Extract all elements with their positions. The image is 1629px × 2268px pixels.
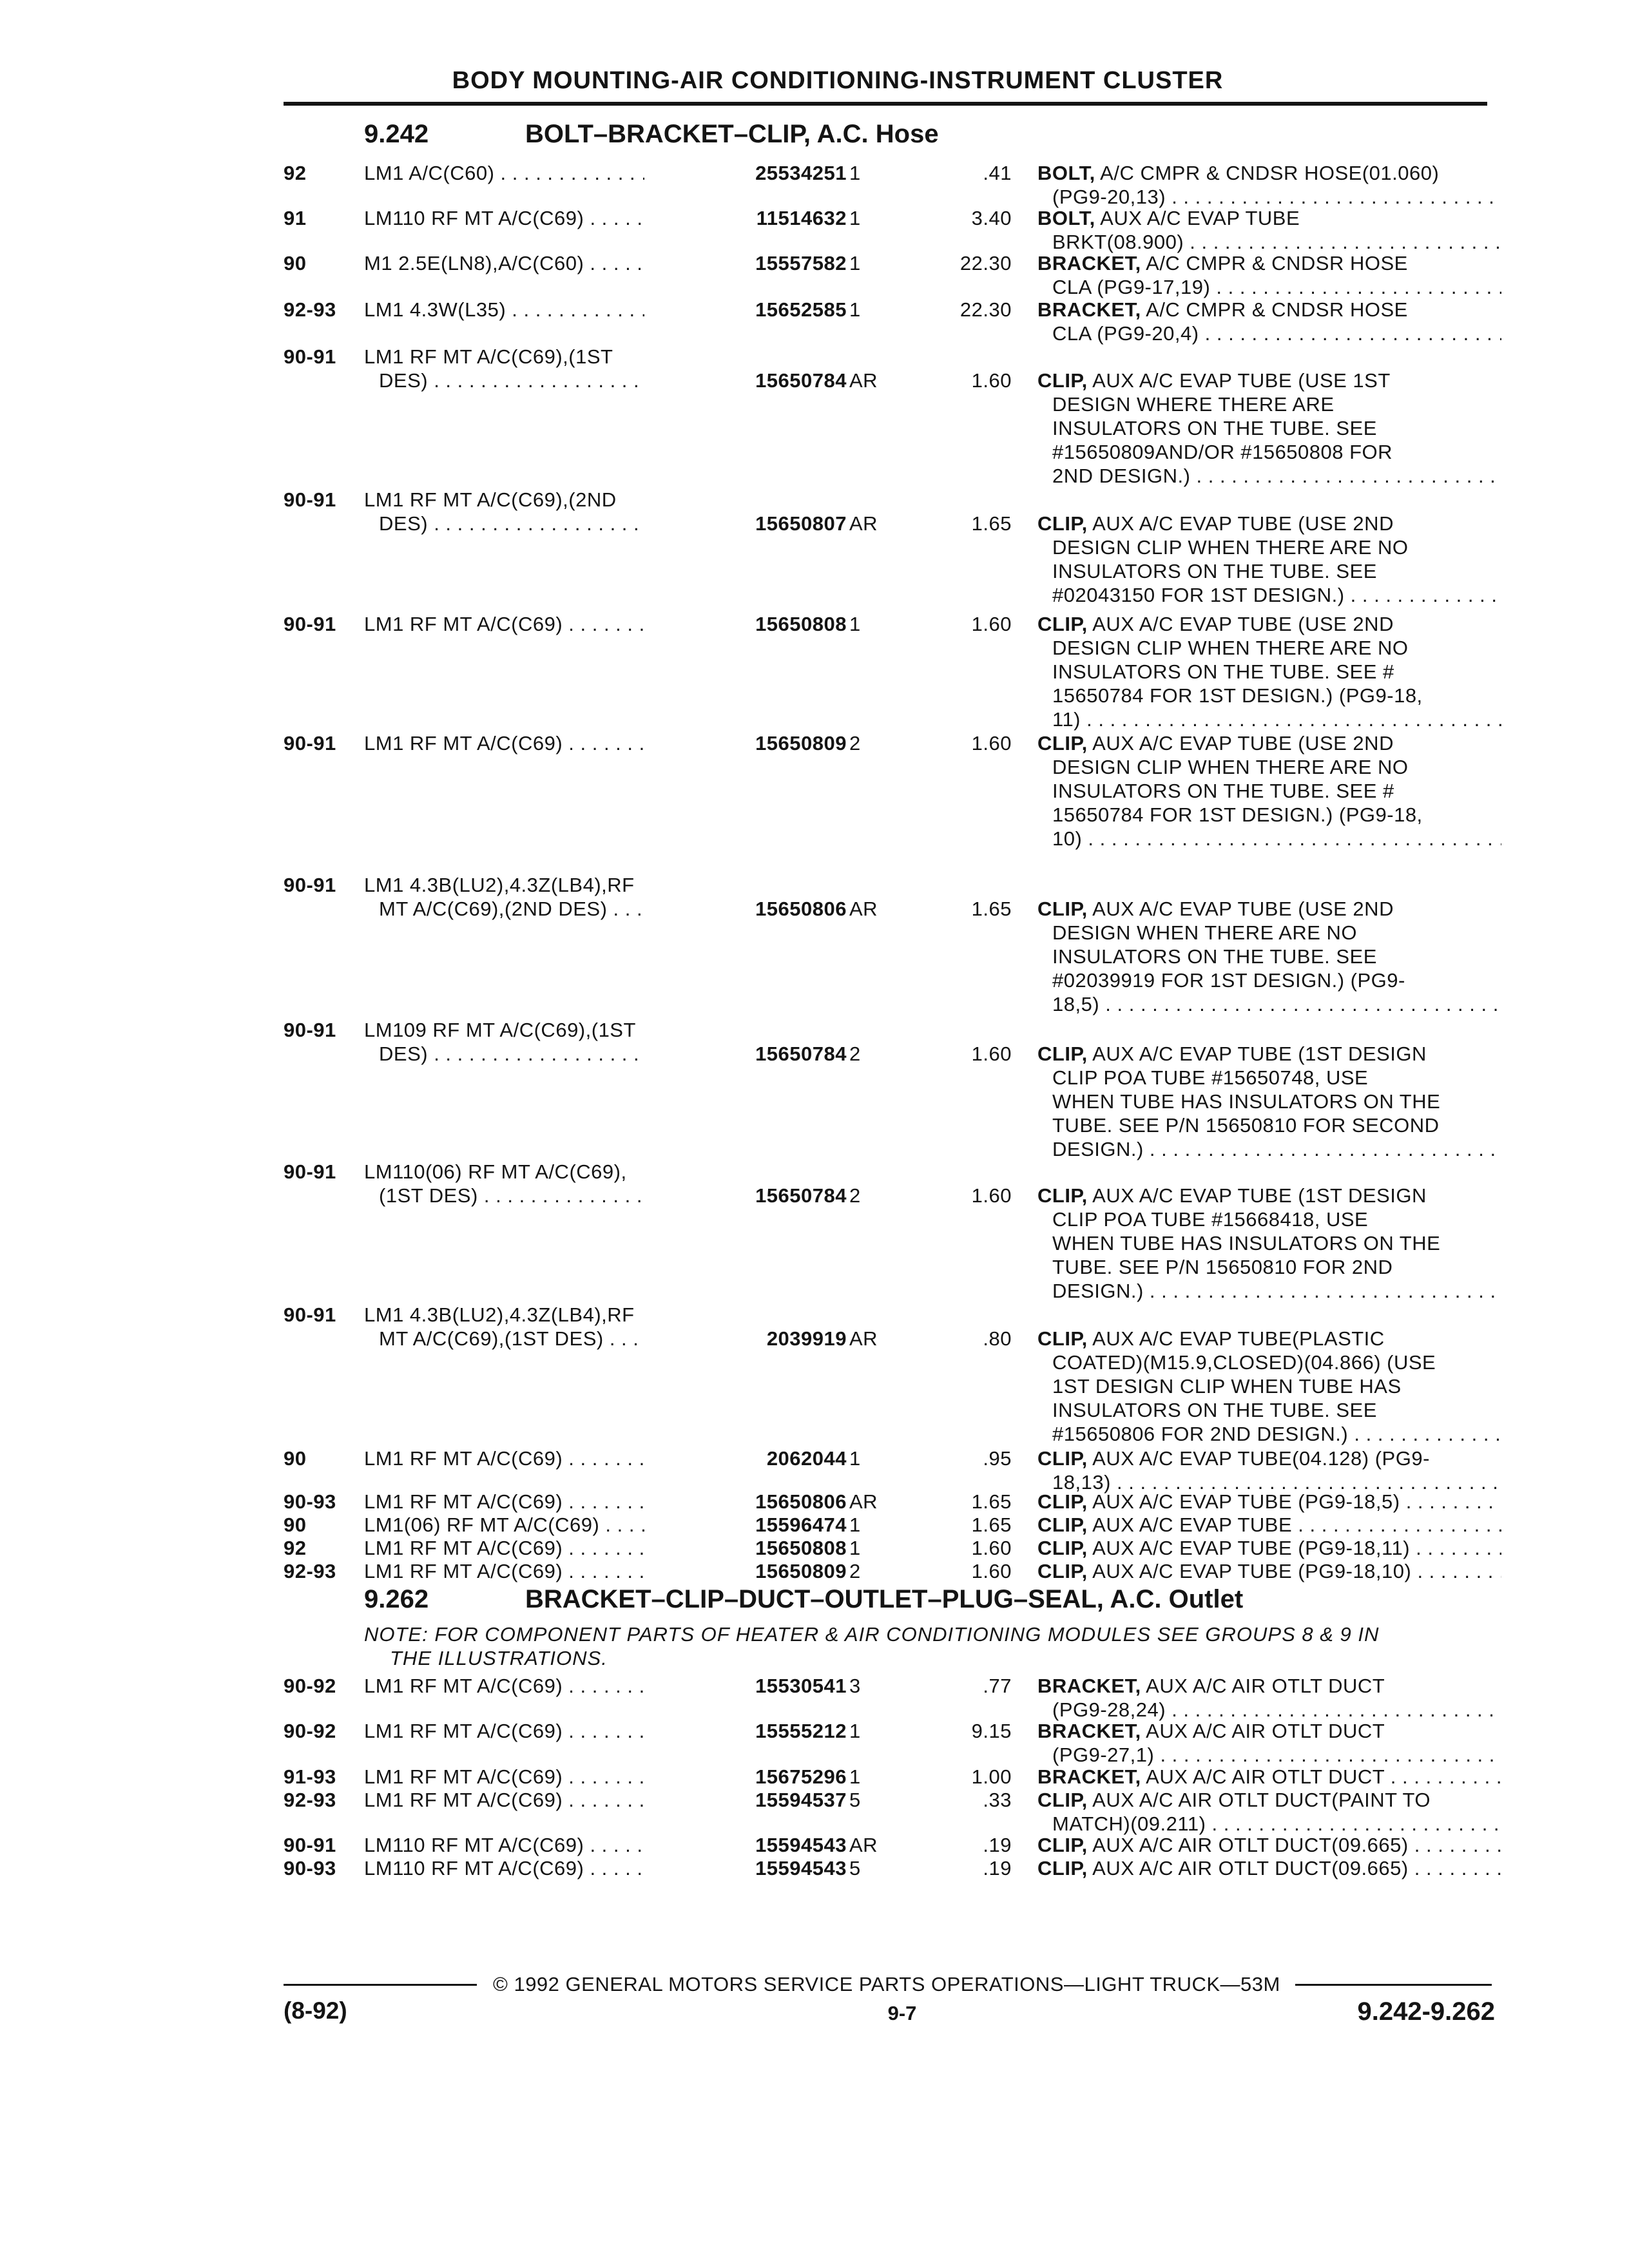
description-line: INSULATORS ON THE TUBE. SEE # xyxy=(1052,780,1394,802)
footer-copyright: © 1992 GENERAL MOTORS SERVICE PARTS OPERATIONS—LIGHT TRUCK—53M xyxy=(493,1973,1280,1995)
part-description xyxy=(1037,1765,1501,1789)
description-line: CLIP, AUX A/C AIR OTLT DUCT(09.665) . . . xyxy=(1037,1833,1501,1857)
quantity: 3 xyxy=(849,1675,861,1697)
price: 1.60 xyxy=(971,1184,1012,1207)
model-line-text: LM1 A/C(C60) . . . xyxy=(364,162,702,184)
model-line-text: DES) . . . xyxy=(379,512,702,535)
footer-rule-left xyxy=(284,1984,477,1986)
description-line: CLIP, AUX A/C EVAP TUBE (1ST DESIGN xyxy=(1037,1184,1427,1207)
description-line: COATED)(M15.9,CLOSED)(04.866) (USE xyxy=(1052,1351,1436,1374)
section-note xyxy=(364,1622,1485,1670)
quantity: 1 xyxy=(849,1720,861,1742)
model-line xyxy=(364,1303,702,1327)
part-number: 15650784 xyxy=(644,1042,847,1066)
quantity: 1 xyxy=(849,613,861,635)
footer-section-range: 9.242-9.262 xyxy=(1357,1997,1495,2026)
model-line xyxy=(364,488,702,512)
price: 22.30 xyxy=(959,252,1012,274)
quantity: 1 xyxy=(849,1537,861,1559)
part-description xyxy=(1037,1559,1501,1583)
model-years: 92-93 xyxy=(284,298,336,321)
description-line: CLIP, AUX A/C EVAP TUBE (1ST DESIGN xyxy=(1037,1043,1427,1065)
description-line: CLIP POA TUBE #15650748, USE xyxy=(1052,1066,1369,1089)
description-line: CLIP, AUX A/C EVAP TUBE(PLASTIC xyxy=(1037,1327,1385,1350)
model-line-text: LM1 RF MT A/C(C69) . . . xyxy=(364,732,702,754)
part-description xyxy=(1037,1327,1501,1446)
part-number: 15557582 xyxy=(644,251,847,275)
price: 1.60 xyxy=(971,732,1012,754)
part-number: 15650784 xyxy=(644,1184,847,1207)
model-years: 91 xyxy=(284,207,307,229)
model-line xyxy=(364,345,702,369)
quantity: 2 xyxy=(849,732,861,754)
part-description xyxy=(1037,612,1501,731)
description-line: 15650784 FOR 1ST DESIGN.) (PG9-18, xyxy=(1052,684,1423,707)
price: .33 xyxy=(983,1789,1012,1811)
quantity: AR xyxy=(849,1490,878,1513)
model-line-text: MT A/C(C69),(2ND DES) . . . xyxy=(379,898,702,920)
part-number: 15650806 xyxy=(644,897,847,921)
part-description xyxy=(1037,731,1501,850)
description-line: INSULATORS ON THE TUBE. SEE xyxy=(1052,945,1377,968)
part-number: 15555212 xyxy=(644,1719,847,1743)
price: 1.60 xyxy=(971,1537,1012,1559)
part-description xyxy=(1037,897,1501,1016)
part-number: 15650807 xyxy=(644,512,847,535)
description-line: CLIP, AUX A/C EVAP TUBE (USE 2ND xyxy=(1037,512,1394,535)
part-description xyxy=(1037,1446,1501,1494)
description-line: INSULATORS ON THE TUBE. SEE # xyxy=(1052,660,1394,683)
description-line: DESIGN WHEN THERE ARE NO xyxy=(1052,921,1358,944)
quantity: 1 xyxy=(849,1765,861,1788)
description-line: 18,13) . . . xyxy=(1037,1470,1501,1494)
footer-date: (8-92) xyxy=(284,1997,347,2024)
model-years: 92-93 xyxy=(284,1789,336,1811)
description-line: DESIGN WHERE THERE ARE xyxy=(1052,393,1335,416)
model-line xyxy=(364,1018,702,1042)
quantity: 2 xyxy=(849,1560,861,1582)
part-number: 15652585 xyxy=(644,298,847,322)
part-description xyxy=(1037,1674,1501,1722)
quantity: 5 xyxy=(849,1789,861,1811)
description-line: 15650784 FOR 1ST DESIGN.) (PG9-18, xyxy=(1052,803,1423,826)
model-years: 90-93 xyxy=(284,1490,336,1513)
description-line: CLIP, AUX A/C EVAP TUBE . . . xyxy=(1037,1513,1501,1537)
part-description xyxy=(1037,1788,1501,1836)
description-line: 18,5) . . . xyxy=(1037,992,1501,1016)
part-description xyxy=(1037,206,1501,254)
part-number: 15594543 xyxy=(644,1833,847,1857)
section-number: 9.242 xyxy=(364,120,429,148)
model-line-text: LM1 RF MT A/C(C69) . . . xyxy=(364,1560,702,1582)
model-years: 90-91 xyxy=(284,1303,336,1326)
quantity: AR xyxy=(849,898,878,920)
header-rule xyxy=(284,102,1487,106)
part-description xyxy=(1037,1513,1501,1537)
quantity: AR xyxy=(849,1834,878,1856)
description-line: CLA (PG9-17,19) . . . xyxy=(1037,275,1501,299)
model-line-text: LM1 RF MT A/C(C69) . . . xyxy=(364,1490,702,1513)
description-line: CLIP, AUX A/C AIR OTLT DUCT(PAINT TO xyxy=(1037,1789,1431,1811)
model-line-text: LM110 RF MT A/C(C69) . . . xyxy=(364,1834,702,1856)
price: .19 xyxy=(983,1857,1012,1879)
model-line-text: (1ST DES) . . . xyxy=(379,1184,702,1207)
description-line: BRACKET, AUX A/C AIR OTLT DUCT xyxy=(1037,1720,1385,1742)
description-line: CLIP, AUX A/C EVAP TUBE (USE 1ST xyxy=(1037,369,1391,392)
model-years: 90-91 xyxy=(284,1019,336,1041)
price: 1.60 xyxy=(971,1560,1012,1582)
model-line-text: LM110(06) RF MT A/C(C69), xyxy=(364,1160,627,1183)
part-description xyxy=(1037,161,1501,209)
description-line: #15650809AND/OR #15650808 FOR xyxy=(1052,441,1393,463)
price: 1.60 xyxy=(971,1043,1012,1065)
price: .41 xyxy=(983,162,1012,184)
part-description xyxy=(1037,1042,1501,1161)
description-line: WHEN TUBE HAS INSULATORS ON THE xyxy=(1052,1232,1441,1254)
description-line: CLIP, AUX A/C AIR OTLT DUCT(09.665) . . . xyxy=(1037,1856,1501,1880)
model-years: 90-91 xyxy=(284,732,336,754)
model-line-text: LM1 RF MT A/C(C69) . . . xyxy=(364,1720,702,1742)
part-description xyxy=(1037,1536,1501,1560)
description-line: 11) . . . xyxy=(1037,707,1501,731)
description-line: CLIP, AUX A/C EVAP TUBE(04.128) (PG9- xyxy=(1037,1447,1430,1470)
description-line: #02043150 FOR 1ST DESIGN.) . . . xyxy=(1037,583,1501,607)
price: 1.60 xyxy=(971,613,1012,635)
model-years: 90-91 xyxy=(284,874,336,896)
footer-page-number: 9-7 xyxy=(887,2002,917,2024)
section-title: BRACKET–CLIP–DUCT–OUTLET–PLUG–SEAL, A.C. Outlet xyxy=(525,1585,1244,1613)
model-line-text: LM110 RF MT A/C(C69) . . . xyxy=(364,207,702,229)
model-years: 90-91 xyxy=(284,1834,336,1856)
price: .19 xyxy=(983,1834,1012,1856)
description-line: CLIP, AUX A/C EVAP TUBE (PG9-18,11) . . . xyxy=(1037,1536,1501,1560)
price: 1.65 xyxy=(971,1490,1012,1513)
part-number: 15650808 xyxy=(644,612,847,636)
price: 1.65 xyxy=(971,1514,1012,1536)
quantity: AR xyxy=(849,369,878,392)
description-line: BOLT, A/C CMPR & CNDSR HOSE(01.060) xyxy=(1037,162,1440,184)
part-description xyxy=(1037,369,1501,488)
description-line: CLIP POA TUBE #15668418, USE xyxy=(1052,1208,1369,1231)
price: .80 xyxy=(983,1327,1012,1350)
part-description xyxy=(1037,298,1501,345)
model-line xyxy=(364,873,702,897)
model-line-text: LM110 RF MT A/C(C69) . . . xyxy=(364,1857,702,1879)
part-number: 15594537 xyxy=(644,1788,847,1812)
model-years: 90-93 xyxy=(284,1857,336,1879)
section-heading xyxy=(364,121,939,147)
description-line: (PG9-28,24) . . . xyxy=(1037,1698,1501,1722)
quantity: 1 xyxy=(849,207,861,229)
part-description xyxy=(1037,512,1501,607)
section-number: 9.262 xyxy=(364,1585,429,1613)
description-line: DESIGN CLIP WHEN THERE ARE NO xyxy=(1052,637,1409,659)
quantity: AR xyxy=(849,512,878,535)
description-line: CLIP, AUX A/C EVAP TUBE (USE 2ND xyxy=(1037,898,1394,920)
model-line-text: DES) . . . xyxy=(379,369,702,392)
description-line: DESIGN.) . . . xyxy=(1037,1137,1501,1161)
part-number: 15530541 xyxy=(644,1674,847,1698)
price: 1.00 xyxy=(971,1765,1012,1788)
description-line: INSULATORS ON THE TUBE. SEE xyxy=(1052,560,1377,582)
model-years: 90 xyxy=(284,252,307,274)
price: 1.60 xyxy=(971,369,1012,392)
quantity: 1 xyxy=(849,1447,861,1470)
description-line: TUBE. SEE P/N 15650810 FOR SECOND xyxy=(1052,1114,1440,1137)
part-description xyxy=(1037,1490,1501,1514)
description-line: #15650806 FOR 2ND DESIGN.) . . . xyxy=(1037,1422,1501,1446)
section-note-line: THE ILLUSTRATIONS. xyxy=(390,1647,608,1669)
model-line-text: LM1 RF MT A/C(C69) . . . xyxy=(364,1765,702,1788)
section-note-line: NOTE: FOR COMPONENT PARTS OF HEATER & AIR CONDITIONING MODULES SEE GROUPS 8 & 9 IN xyxy=(364,1623,1380,1646)
part-description xyxy=(1037,251,1501,299)
model-line-text: LM1(06) RF MT A/C(C69) . . . xyxy=(364,1514,702,1536)
description-line: CLIP, AUX A/C EVAP TUBE (PG9-18,10) . . . xyxy=(1037,1559,1501,1583)
part-number: 15650808 xyxy=(644,1536,847,1560)
description-line: 1ST DESIGN CLIP WHEN TUBE HAS xyxy=(1052,1375,1402,1398)
description-line: CLIP, AUX A/C EVAP TUBE (USE 2ND xyxy=(1037,613,1394,635)
part-description xyxy=(1037,1856,1501,1880)
part-description xyxy=(1037,1719,1501,1767)
model-line xyxy=(364,1160,702,1184)
model-line-text: LM1 RF MT A/C(C69),(2ND xyxy=(364,488,617,511)
part-number: 15650806 xyxy=(644,1490,847,1514)
model-years: 92 xyxy=(284,162,307,184)
description-line: CLA (PG9-20,4) . . . xyxy=(1037,322,1501,345)
model-years: 91-93 xyxy=(284,1765,336,1788)
model-years: 90-92 xyxy=(284,1720,336,1742)
price: .95 xyxy=(983,1447,1012,1470)
part-number: 2062044 xyxy=(644,1446,847,1470)
model-line-text: LM109 RF MT A/C(C69),(1ST xyxy=(364,1019,636,1041)
model-years: 90-91 xyxy=(284,488,336,511)
quantity: 1 xyxy=(849,252,861,274)
part-number: 15594543 xyxy=(644,1856,847,1880)
section-title: BOLT–BRACKET–CLIP, A.C. Hose xyxy=(525,120,939,148)
description-line: CLIP, AUX A/C EVAP TUBE (PG9-18,5) . . . xyxy=(1037,1490,1501,1514)
page-header-title: BODY MOUNTING-AIR CONDITIONING-INSTRUMENT CLUSTER xyxy=(452,67,1224,94)
description-line: #02039919 FOR 1ST DESIGN.) (PG9- xyxy=(1052,969,1405,992)
description-line: WHEN TUBE HAS INSULATORS ON THE xyxy=(1052,1090,1441,1113)
model-line-text: LM1 4.3W(L35) . . . xyxy=(364,298,702,321)
model-years: 90 xyxy=(284,1447,307,1470)
price: 1.65 xyxy=(971,898,1012,920)
model-line-text: LM1 RF MT A/C(C69) . . . xyxy=(364,1675,702,1697)
model-line-text: LM1 4.3B(LU2),4.3Z(LB4),RF xyxy=(364,1303,635,1326)
model-line-text: LM1 RF MT A/C(C69) . . . xyxy=(364,613,702,635)
part-description xyxy=(1037,1833,1501,1857)
model-years: 92-93 xyxy=(284,1560,336,1582)
quantity: 5 xyxy=(849,1857,861,1879)
description-line: DESIGN CLIP WHEN THERE ARE NO xyxy=(1052,536,1409,559)
description-line: INSULATORS ON THE TUBE. SEE xyxy=(1052,417,1377,439)
description-line: INSULATORS ON THE TUBE. SEE xyxy=(1052,1399,1377,1421)
quantity: 2 xyxy=(849,1043,861,1065)
model-line-text: LM1 4.3B(LU2),4.3Z(LB4),RF xyxy=(364,874,635,896)
part-description xyxy=(1037,1184,1501,1303)
description-line: TUBE. SEE P/N 15650810 FOR 2ND xyxy=(1052,1256,1393,1278)
part-number: 15650784 xyxy=(644,369,847,392)
part-number: 25534251 xyxy=(644,161,847,185)
model-years: 92 xyxy=(284,1537,307,1559)
model-years: 90-91 xyxy=(284,345,336,368)
section-heading xyxy=(364,1586,1243,1612)
part-number: 15675296 xyxy=(644,1765,847,1789)
part-number: 2039919 xyxy=(644,1327,847,1350)
part-number: 15596474 xyxy=(644,1513,847,1537)
model-line-text: DES) . . . xyxy=(379,1043,702,1065)
description-line: (PG9-20,13) . . . xyxy=(1037,185,1501,209)
description-line: BRACKET, AUX A/C AIR OTLT DUCT . . . xyxy=(1037,1765,1501,1789)
description-line: BRKT(08.900) . . . xyxy=(1037,230,1501,254)
model-years: 90-91 xyxy=(284,613,336,635)
quantity: 1 xyxy=(849,1514,861,1536)
description-line: BOLT, AUX A/C EVAP TUBE xyxy=(1037,207,1300,229)
quantity: 1 xyxy=(849,162,861,184)
model-line-text: MT A/C(C69),(1ST DES) . . . xyxy=(379,1327,702,1350)
description-line: DESIGN CLIP WHEN THERE ARE NO xyxy=(1052,756,1409,778)
model-line-text: LM1 RF MT A/C(C69) . . . xyxy=(364,1537,702,1559)
description-line: BRACKET, A/C CMPR & CNDSR HOSE xyxy=(1037,298,1408,321)
description-line: DESIGN.) . . . xyxy=(1037,1279,1501,1303)
description-line: (PG9-27,1) . . . xyxy=(1037,1743,1501,1767)
quantity: 1 xyxy=(849,298,861,321)
part-number: 15650809 xyxy=(644,731,847,755)
description-line: BRACKET, A/C CMPR & CNDSR HOSE xyxy=(1037,252,1408,274)
description-line: 2ND DESIGN.) . . . xyxy=(1037,464,1501,488)
price: .77 xyxy=(983,1675,1012,1697)
quantity: AR xyxy=(849,1327,878,1350)
description-line: 10) . . . xyxy=(1037,827,1501,850)
description-line: BRACKET, AUX A/C AIR OTLT DUCT xyxy=(1037,1675,1385,1697)
model-line-text: M1 2.5E(LN8),A/C(C60) . . . xyxy=(364,252,702,274)
price: 9.15 xyxy=(971,1720,1012,1742)
price: 22.30 xyxy=(959,298,1012,321)
price: 1.65 xyxy=(971,512,1012,535)
model-line-text: LM1 RF MT A/C(C69) . . . xyxy=(364,1447,702,1470)
part-number: 15650809 xyxy=(644,1559,847,1583)
model-years: 90-92 xyxy=(284,1675,336,1697)
footer-rule-right xyxy=(1295,1984,1492,1986)
description-line: MATCH)(09.211) . . . xyxy=(1037,1812,1501,1836)
model-line-text: LM1 RF MT A/C(C69),(1ST xyxy=(364,345,613,368)
quantity: 2 xyxy=(849,1184,861,1207)
model-line-text: LM1 RF MT A/C(C69) . . . xyxy=(364,1789,702,1811)
part-number: 11514632 xyxy=(644,206,847,230)
description-line: CLIP, AUX A/C EVAP TUBE (USE 2ND xyxy=(1037,732,1394,754)
model-years: 90 xyxy=(284,1514,307,1536)
price: 3.40 xyxy=(971,207,1012,229)
model-years: 90-91 xyxy=(284,1160,336,1183)
